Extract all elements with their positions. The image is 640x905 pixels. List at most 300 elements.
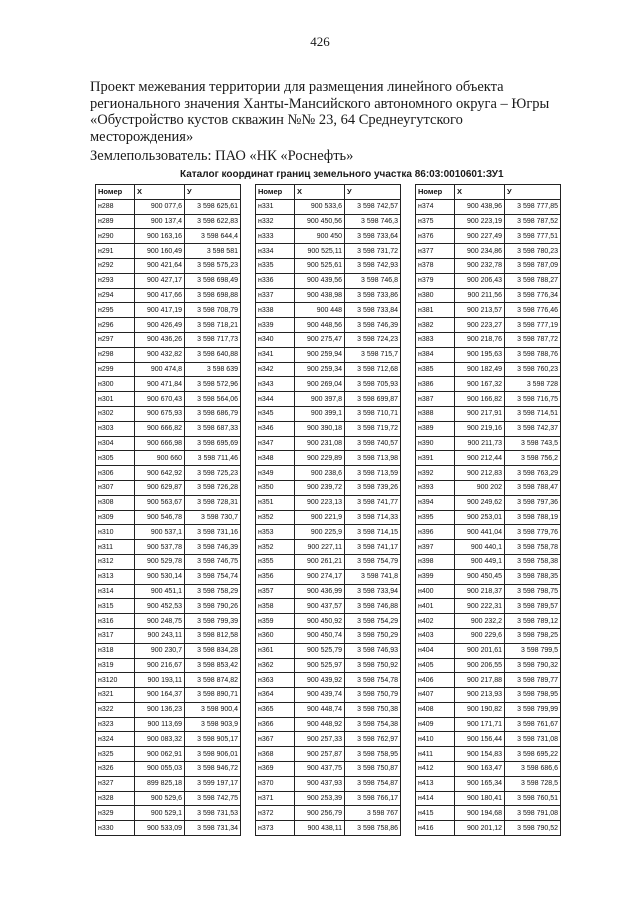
table-row — [96, 540, 241, 555]
y-coordinate: 3 598 746,39 — [185, 540, 241, 555]
x-coordinate: 900 227,49 — [455, 229, 505, 244]
point-number: н305 — [96, 451, 135, 466]
x-coordinate: 900 421,64 — [135, 258, 185, 273]
x-coordinate: 900 533,6 — [295, 199, 345, 214]
y-coordinate: 3 598 746,75 — [185, 554, 241, 569]
point-number: н329 — [96, 806, 135, 821]
x-coordinate: 900 275,47 — [295, 332, 345, 347]
x-coordinate: 900 471,84 — [135, 377, 185, 392]
table-row — [416, 658, 561, 673]
x-coordinate: 900 212,83 — [455, 466, 505, 481]
y-coordinate: 3 598 731,72 — [345, 244, 401, 259]
table-row — [96, 732, 241, 747]
table-row — [96, 229, 241, 244]
table-row — [256, 791, 401, 806]
document-title — [90, 79, 560, 165]
x-coordinate: 900 137,4 — [135, 214, 185, 229]
point-number: н298 — [96, 347, 135, 362]
point-number: н391 — [416, 451, 455, 466]
x-coordinate: 900 227,11 — [295, 540, 345, 555]
x-coordinate: 900 438,96 — [455, 199, 505, 214]
table-row — [256, 717, 401, 732]
table-row — [416, 288, 561, 303]
x-coordinate: 900 629,87 — [135, 480, 185, 495]
x-coordinate: 900 432,82 — [135, 347, 185, 362]
table-row — [416, 717, 561, 732]
point-number: н404 — [416, 643, 455, 658]
x-coordinate: 900 537,78 — [135, 540, 185, 555]
table-row — [416, 702, 561, 717]
x-coordinate: 900 269,04 — [295, 377, 345, 392]
x-coordinate: 900 225,9 — [295, 525, 345, 540]
table-row — [256, 806, 401, 821]
y-coordinate: 3 598 834,28 — [185, 643, 241, 658]
table-row — [416, 673, 561, 688]
table-row — [416, 436, 561, 451]
table-row — [416, 332, 561, 347]
table-row — [256, 303, 401, 318]
y-coordinate: 3 598 797,36 — [505, 495, 561, 510]
y-coordinate: 3 598 708,79 — [185, 303, 241, 318]
x-coordinate: 900 257,33 — [295, 732, 345, 747]
y-coordinate: 3 598 719,72 — [345, 421, 401, 436]
table-row — [256, 199, 401, 214]
x-coordinate: 900 642,92 — [135, 466, 185, 481]
x-coordinate: 900 206,43 — [455, 273, 505, 288]
table-row — [416, 258, 561, 273]
point-number: н344 — [256, 392, 295, 407]
y-coordinate: 3 598 777,85 — [505, 199, 561, 214]
x-coordinate: 900 182,49 — [455, 362, 505, 377]
y-coordinate: 3 598 728,5 — [505, 776, 561, 791]
x-coordinate: 900 201,61 — [455, 643, 505, 658]
title-line: регионального значения Ханты-Мансийского автономного округа – Югры — [90, 95, 550, 112]
table-row — [416, 628, 561, 643]
point-number: н367 — [256, 732, 295, 747]
y-coordinate: 3 598 762,97 — [345, 732, 401, 747]
table-row — [416, 584, 561, 599]
table-row — [416, 303, 561, 318]
y-coordinate: 3 598 742,93 — [345, 258, 401, 273]
x-coordinate: 900 660 — [135, 451, 185, 466]
table-row — [256, 599, 401, 614]
x-coordinate: 900 083,32 — [135, 732, 185, 747]
point-number: н356 — [256, 569, 295, 584]
point-number: н332 — [256, 214, 295, 229]
y-coordinate: 3 598 853,42 — [185, 658, 241, 673]
point-number: н379 — [416, 273, 455, 288]
y-coordinate: 3 598 572,96 — [185, 377, 241, 392]
point-number: н415 — [416, 806, 455, 821]
point-number: н395 — [416, 510, 455, 525]
point-number: н312 — [96, 554, 135, 569]
header-x: X — [295, 185, 345, 200]
table-row — [416, 273, 561, 288]
table-row — [96, 421, 241, 436]
y-coordinate: 3 598 699,87 — [345, 392, 401, 407]
x-coordinate: 900 232,78 — [455, 258, 505, 273]
y-coordinate: 3 598 640,88 — [185, 347, 241, 362]
y-coordinate: 3 598 746,3 — [345, 214, 401, 229]
point-number: н350 — [256, 480, 295, 495]
y-coordinate: 3 598 717,73 — [185, 332, 241, 347]
x-coordinate: 900 253,39 — [295, 791, 345, 806]
x-coordinate: 899 825,18 — [135, 776, 185, 791]
point-number: н407 — [416, 688, 455, 703]
table-row — [416, 554, 561, 569]
x-coordinate: 900 257,87 — [295, 747, 345, 762]
y-coordinate: 3 598 739,26 — [345, 480, 401, 495]
table-row — [256, 569, 401, 584]
y-coordinate: 3 598 754,74 — [185, 569, 241, 584]
point-number: н405 — [416, 658, 455, 673]
point-number: н366 — [256, 717, 295, 732]
x-coordinate: 900 448 — [295, 303, 345, 318]
y-coordinate: 3 598 788,35 — [505, 569, 561, 584]
point-number: н411 — [416, 747, 455, 762]
x-coordinate: 900 529,1 — [135, 806, 185, 821]
x-coordinate: 900 217,91 — [455, 406, 505, 421]
y-coordinate: 3 598 718,21 — [185, 318, 241, 333]
x-coordinate: 900 399,1 — [295, 406, 345, 421]
y-coordinate: 3 598 575,23 — [185, 258, 241, 273]
point-number: н352 — [256, 540, 295, 555]
table-row — [256, 466, 401, 481]
table-row — [96, 569, 241, 584]
point-number: н309 — [96, 510, 135, 525]
table-row — [416, 466, 561, 481]
table-row — [416, 347, 561, 362]
y-coordinate: 3 598 750,92 — [345, 658, 401, 673]
table-row — [256, 776, 401, 791]
y-coordinate: 3 598 903,9 — [185, 717, 241, 732]
y-coordinate: 3 598 788,19 — [505, 510, 561, 525]
x-coordinate: 900 165,34 — [455, 776, 505, 791]
point-number: н352 — [256, 510, 295, 525]
table-row — [96, 717, 241, 732]
x-coordinate: 900 546,78 — [135, 510, 185, 525]
point-number: н317 — [96, 628, 135, 643]
point-number: н325 — [96, 747, 135, 762]
y-coordinate: 3 598 742,75 — [185, 791, 241, 806]
coordinate-table-3 — [415, 184, 561, 836]
table-row — [416, 451, 561, 466]
point-number: н290 — [96, 229, 135, 244]
point-number: н304 — [96, 436, 135, 451]
point-number: н293 — [96, 273, 135, 288]
x-coordinate: 900 427,17 — [135, 273, 185, 288]
point-number: н378 — [416, 258, 455, 273]
point-number: н333 — [256, 229, 295, 244]
header-y: У — [185, 185, 241, 200]
y-coordinate: 3 598 711,46 — [185, 451, 241, 466]
point-number: н3120 — [96, 673, 135, 688]
y-coordinate: 3 598 746,93 — [345, 643, 401, 658]
y-coordinate: 3 598 789,57 — [505, 599, 561, 614]
x-coordinate: 900 163,16 — [135, 229, 185, 244]
x-coordinate: 900 202 — [455, 480, 505, 495]
point-number: н368 — [256, 747, 295, 762]
point-number: н393 — [416, 480, 455, 495]
point-number: н406 — [416, 673, 455, 688]
x-coordinate: 900 439,92 — [295, 673, 345, 688]
y-coordinate: 3 598 687,33 — [185, 421, 241, 436]
table-row — [96, 510, 241, 525]
point-number: н371 — [256, 791, 295, 806]
y-coordinate: 3 598 746,39 — [345, 318, 401, 333]
point-number: н396 — [416, 525, 455, 540]
x-coordinate: 900 229,6 — [455, 628, 505, 643]
table-row — [416, 776, 561, 791]
y-coordinate: 3 598 713,59 — [345, 466, 401, 481]
point-number: н291 — [96, 244, 135, 259]
y-coordinate: 3 598 790,32 — [505, 658, 561, 673]
x-coordinate: 900 217,88 — [455, 673, 505, 688]
y-coordinate: 3 598 743,5 — [505, 436, 561, 451]
x-coordinate: 900 438,11 — [295, 821, 345, 836]
y-coordinate: 3 598 788,76 — [505, 347, 561, 362]
table-row — [256, 673, 401, 688]
table-row — [416, 614, 561, 629]
y-coordinate: 3 598 890,71 — [185, 688, 241, 703]
x-coordinate: 900 223,27 — [455, 318, 505, 333]
table-row — [416, 525, 561, 540]
point-number: н308 — [96, 495, 135, 510]
x-coordinate: 900 439,74 — [295, 688, 345, 703]
y-coordinate: 3 599 197,17 — [185, 776, 241, 791]
table-row — [96, 362, 241, 377]
x-coordinate: 900 211,73 — [455, 436, 505, 451]
y-coordinate: 3 598 712,68 — [345, 362, 401, 377]
x-coordinate: 900 212,44 — [455, 451, 505, 466]
table-row — [416, 392, 561, 407]
x-coordinate: 900 448,92 — [295, 717, 345, 732]
point-number: н377 — [416, 244, 455, 259]
x-coordinate: 900 441,04 — [455, 525, 505, 540]
x-coordinate: 900 232,2 — [455, 614, 505, 629]
table-row — [96, 466, 241, 481]
table-row — [256, 229, 401, 244]
table-row — [416, 791, 561, 806]
table-row — [416, 377, 561, 392]
x-coordinate: 900 206,55 — [455, 658, 505, 673]
table-row — [96, 406, 241, 421]
y-coordinate: 3 598 790,52 — [505, 821, 561, 836]
table-row — [96, 303, 241, 318]
y-coordinate: 3 598 733,84 — [345, 303, 401, 318]
y-coordinate: 3 598 758,29 — [185, 584, 241, 599]
table-row — [96, 584, 241, 599]
x-coordinate: 900 223,19 — [455, 214, 505, 229]
table-row — [96, 614, 241, 629]
y-coordinate: 3 598 761,67 — [505, 717, 561, 732]
table-row — [256, 525, 401, 540]
y-coordinate: 3 598 754,87 — [345, 776, 401, 791]
point-number: н295 — [96, 303, 135, 318]
table-row — [96, 702, 241, 717]
y-coordinate: 3 598 733,86 — [345, 288, 401, 303]
y-coordinate: 3 598 798,95 — [505, 688, 561, 703]
x-coordinate: 900 195,63 — [455, 347, 505, 362]
table-row — [256, 332, 401, 347]
table-row — [96, 628, 241, 643]
y-coordinate: 3 598 754,78 — [345, 673, 401, 688]
y-coordinate: 3 598 787,52 — [505, 214, 561, 229]
point-number: н288 — [96, 199, 135, 214]
y-coordinate: 3 598 581 — [185, 244, 241, 259]
y-coordinate: 3 598 788,27 — [505, 273, 561, 288]
header-y: У — [345, 185, 401, 200]
x-coordinate: 900 450,56 — [295, 214, 345, 229]
table-row — [96, 599, 241, 614]
x-coordinate: 900 194,68 — [455, 806, 505, 821]
header-number: Номер — [96, 185, 135, 200]
y-coordinate: 3 598 905,17 — [185, 732, 241, 747]
y-coordinate: 3 598 900,4 — [185, 702, 241, 717]
y-coordinate: 3 598 731,34 — [185, 821, 241, 836]
table-row — [256, 244, 401, 259]
table-row — [256, 628, 401, 643]
point-number: н374 — [416, 199, 455, 214]
x-coordinate: 900 218,76 — [455, 332, 505, 347]
point-number: н403 — [416, 628, 455, 643]
point-number: н348 — [256, 451, 295, 466]
y-coordinate: 3 598 750,87 — [345, 762, 401, 777]
x-coordinate: 900 525,97 — [295, 658, 345, 673]
table-row — [96, 480, 241, 495]
table-row — [96, 318, 241, 333]
y-coordinate: 3 598 686,6 — [505, 762, 561, 777]
x-coordinate: 900 154,83 — [455, 747, 505, 762]
table-row — [96, 776, 241, 791]
x-coordinate: 900 163,47 — [455, 762, 505, 777]
table-row — [96, 762, 241, 777]
table-row — [96, 554, 241, 569]
point-number: н401 — [416, 599, 455, 614]
table-row — [96, 214, 241, 229]
y-coordinate: 3 598 750,79 — [345, 688, 401, 703]
point-number: н409 — [416, 717, 455, 732]
table-row — [96, 451, 241, 466]
x-coordinate: 900 193,11 — [135, 673, 185, 688]
table-row — [416, 762, 561, 777]
x-coordinate: 900 438,98 — [295, 288, 345, 303]
point-number: н330 — [96, 821, 135, 836]
x-coordinate: 900 530,14 — [135, 569, 185, 584]
x-coordinate: 900 666,82 — [135, 421, 185, 436]
point-number: н394 — [416, 495, 455, 510]
table-row — [96, 658, 241, 673]
point-number: н414 — [416, 791, 455, 806]
point-number: н373 — [256, 821, 295, 836]
point-number: н362 — [256, 658, 295, 673]
point-number: н400 — [416, 584, 455, 599]
x-coordinate: 900 230,7 — [135, 643, 185, 658]
x-coordinate: 900 417,66 — [135, 288, 185, 303]
table-row — [256, 643, 401, 658]
header-y: У — [505, 185, 561, 200]
y-coordinate: 3 598 906,01 — [185, 747, 241, 762]
point-number: н390 — [416, 436, 455, 451]
y-coordinate: 3 598 726,28 — [185, 480, 241, 495]
x-coordinate: 900 437,57 — [295, 599, 345, 614]
x-coordinate: 900 238,6 — [295, 466, 345, 481]
point-number: н343 — [256, 377, 295, 392]
x-coordinate: 900 219,16 — [455, 421, 505, 436]
y-coordinate: 3 598 705,93 — [345, 377, 401, 392]
point-number: н303 — [96, 421, 135, 436]
y-coordinate: 3 598 756,2 — [505, 451, 561, 466]
point-number: н389 — [416, 421, 455, 436]
x-coordinate: 900 167,32 — [455, 377, 505, 392]
x-coordinate: 900 243,11 — [135, 628, 185, 643]
table-row — [416, 244, 561, 259]
x-coordinate: 900 136,23 — [135, 702, 185, 717]
x-coordinate: 900 231,08 — [295, 436, 345, 451]
y-coordinate: 3 598 742,57 — [345, 199, 401, 214]
point-number: н383 — [416, 332, 455, 347]
x-coordinate: 900 190,82 — [455, 702, 505, 717]
table-row — [416, 599, 561, 614]
point-number: н342 — [256, 362, 295, 377]
table-row — [256, 554, 401, 569]
y-coordinate: 3 598 731,53 — [185, 806, 241, 821]
point-number: н296 — [96, 318, 135, 333]
point-number: н335 — [256, 258, 295, 273]
y-coordinate: 3 598 741,17 — [345, 540, 401, 555]
x-coordinate: 900 160,49 — [135, 244, 185, 259]
table-row — [96, 495, 241, 510]
y-coordinate: 3 598 777,19 — [505, 318, 561, 333]
x-coordinate: 900 675,93 — [135, 406, 185, 421]
table-row — [256, 614, 401, 629]
point-number: н384 — [416, 347, 455, 362]
table-row — [416, 214, 561, 229]
table-row — [256, 702, 401, 717]
table-row — [416, 495, 561, 510]
y-coordinate: 3 598 733,94 — [345, 584, 401, 599]
point-number: н339 — [256, 318, 295, 333]
table-row — [416, 406, 561, 421]
x-coordinate: 900 062,91 — [135, 747, 185, 762]
y-coordinate: 3 598 789,12 — [505, 614, 561, 629]
x-coordinate: 900 563,67 — [135, 495, 185, 510]
table-row — [256, 406, 401, 421]
point-number: н313 — [96, 569, 135, 584]
point-number: н349 — [256, 466, 295, 481]
x-coordinate: 900 234,86 — [455, 244, 505, 259]
x-coordinate: 900 525,61 — [295, 258, 345, 273]
x-coordinate: 900 261,21 — [295, 554, 345, 569]
table-row — [96, 791, 241, 806]
x-coordinate: 900 666,98 — [135, 436, 185, 451]
x-coordinate: 900 156,44 — [455, 732, 505, 747]
x-coordinate: 900 670,43 — [135, 392, 185, 407]
x-coordinate: 900 274,17 — [295, 569, 345, 584]
y-coordinate: 3 598 695,22 — [505, 747, 561, 762]
y-coordinate: 3 598 713,98 — [345, 451, 401, 466]
point-number: н355 — [256, 554, 295, 569]
y-coordinate: 3 598 791,08 — [505, 806, 561, 821]
y-coordinate: 3 598 789,77 — [505, 673, 561, 688]
table-row — [256, 392, 401, 407]
y-coordinate: 3 598 874,82 — [185, 673, 241, 688]
x-coordinate: 900 201,12 — [455, 821, 505, 836]
y-coordinate: 3 598 799,39 — [185, 614, 241, 629]
x-coordinate: 900 452,53 — [135, 599, 185, 614]
point-number: н346 — [256, 421, 295, 436]
y-coordinate: 3 598 799,99 — [505, 702, 561, 717]
